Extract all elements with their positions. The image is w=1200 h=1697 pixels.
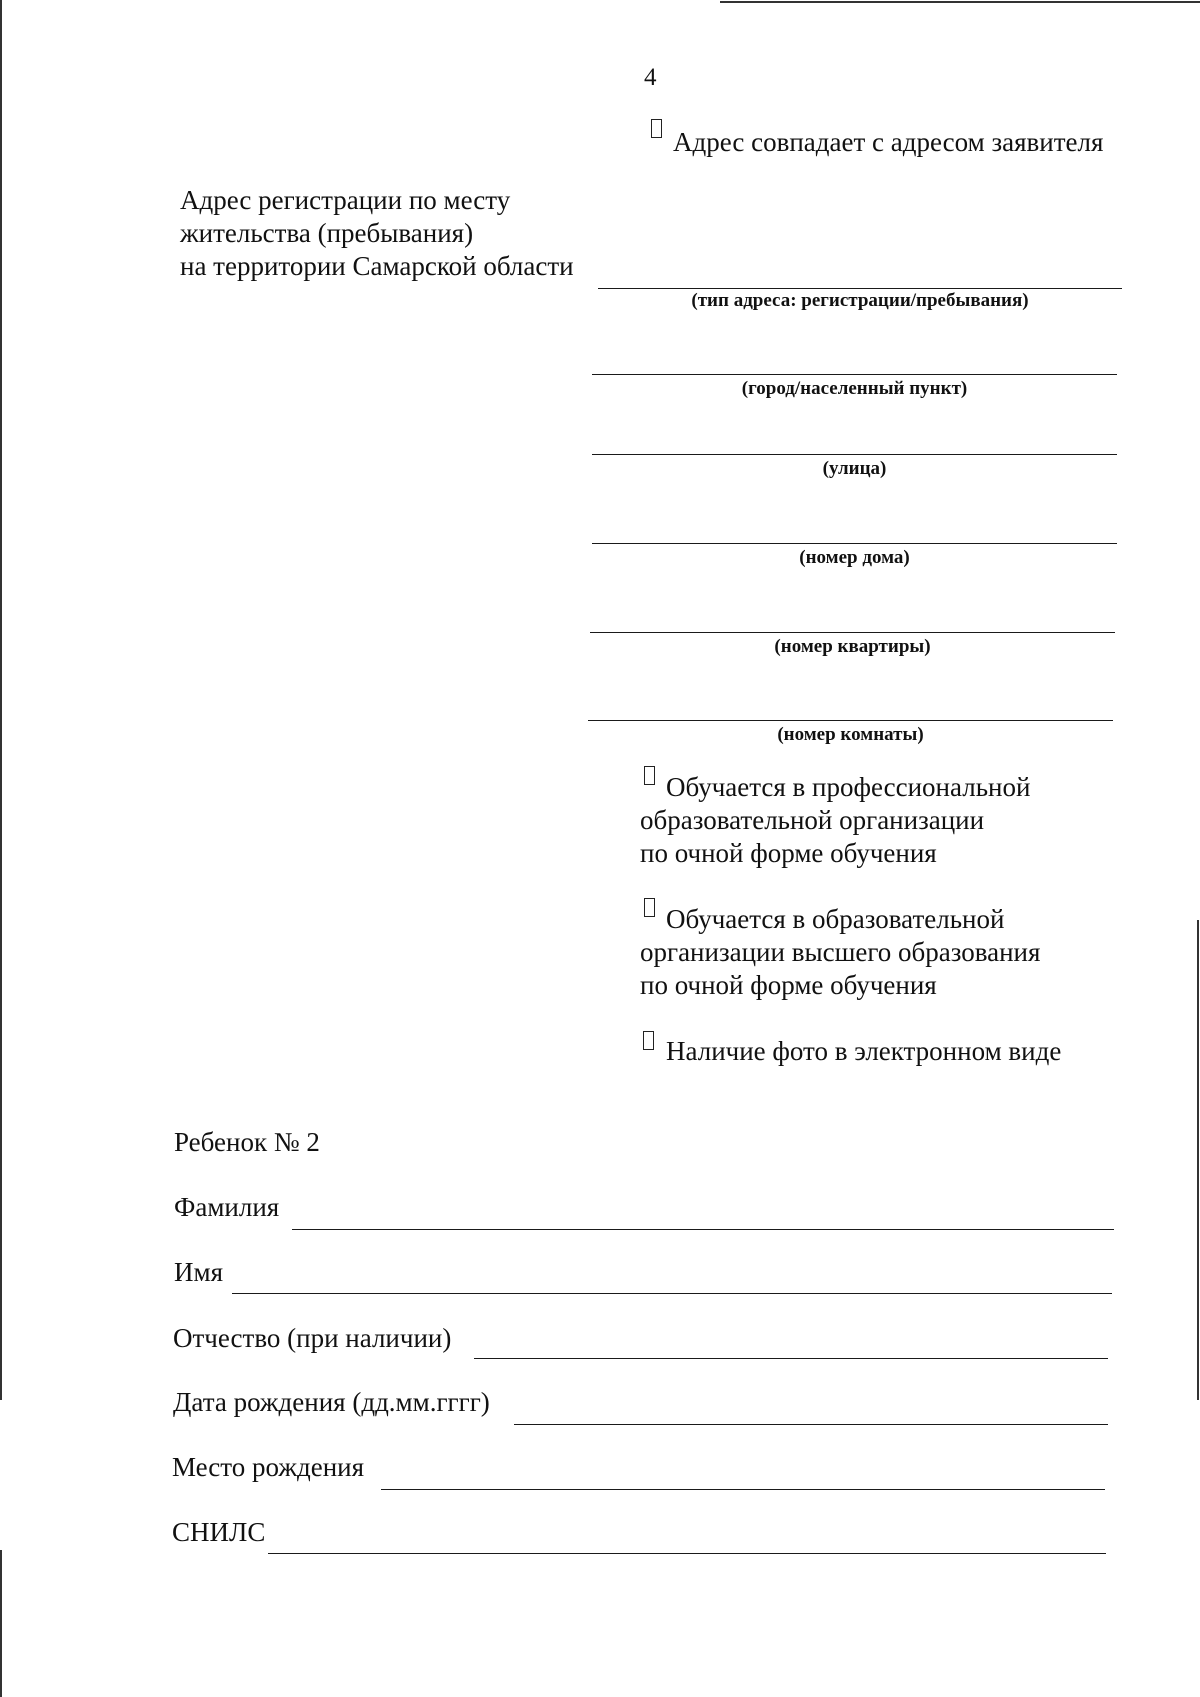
city-line[interactable] <box>592 374 1117 375</box>
checkbox-label-line: образовательной организации <box>640 805 985 835</box>
house-number-line[interactable] <box>592 543 1117 544</box>
scan-top-edge <box>720 1 1200 3</box>
birth-date-label: Дата рождения (дд.мм.гггг) <box>173 1387 490 1417</box>
street-caption: (улица) <box>822 458 887 479</box>
address-same-checkbox[interactable] <box>651 119 662 138</box>
house-number-caption: (номер дома) <box>799 547 910 568</box>
scan-right-edge <box>1197 920 1199 1400</box>
page-number: 4 <box>644 64 657 91</box>
birth-place-label: Место рождения <box>172 1452 365 1482</box>
registration-label-line: на территории Самарской области <box>180 251 574 281</box>
first-name-label: Имя <box>174 1257 224 1287</box>
checkbox-label-line: по очной форме обучения <box>640 970 937 1000</box>
checkbox-label-line: Обучается в образовательной <box>666 904 1005 934</box>
registration-label-line: жительства (пребывания) <box>180 218 474 248</box>
surname-label: Фамилия <box>174 1192 280 1222</box>
apartment-number-caption: (номер квартиры) <box>774 636 931 657</box>
snils-label: СНИЛС <box>172 1517 266 1547</box>
photo-available-label: Наличие фото в электронном виде <box>666 1036 1062 1066</box>
patronymic-input-line[interactable] <box>474 1358 1108 1359</box>
patronymic-label: Отчество (при наличии) <box>173 1323 452 1353</box>
birth-place-input-line[interactable] <box>381 1489 1105 1490</box>
address-same-label: Адрес совпадает с адресом заявителя <box>673 127 1104 157</box>
room-number-caption: (номер комнаты) <box>777 724 924 745</box>
room-number-line[interactable] <box>588 720 1113 721</box>
professional-education-label <box>640 771 1030 870</box>
registration-label <box>180 184 574 283</box>
street-line[interactable] <box>592 454 1117 455</box>
first-name-input-line[interactable] <box>232 1293 1112 1294</box>
scan-left-edge-lower <box>0 1550 2 1697</box>
checkbox-label-line: Обучается в профессиональной <box>666 772 1031 802</box>
birth-date-input-line[interactable] <box>514 1424 1108 1425</box>
address-type-caption: (тип адреса: регистрации/пребывания) <box>691 290 1029 311</box>
child-heading: Ребенок № 2 <box>174 1127 320 1157</box>
scan-left-edge <box>0 0 2 1400</box>
city-caption: (город/населенный пункт) <box>741 378 968 399</box>
registration-label-line: Адрес регистрации по месту <box>180 185 511 215</box>
higher-education-label <box>640 903 1040 1002</box>
checkbox-label-line: организации высшего образования <box>640 937 1041 967</box>
snils-input-line[interactable] <box>268 1553 1106 1554</box>
apartment-number-line[interactable] <box>590 632 1115 633</box>
checkbox-label-line: по очной форме обучения <box>640 838 937 868</box>
surname-input-line[interactable] <box>292 1229 1114 1230</box>
address-type-line[interactable] <box>598 288 1122 289</box>
photo-available-checkbox[interactable] <box>643 1031 654 1050</box>
